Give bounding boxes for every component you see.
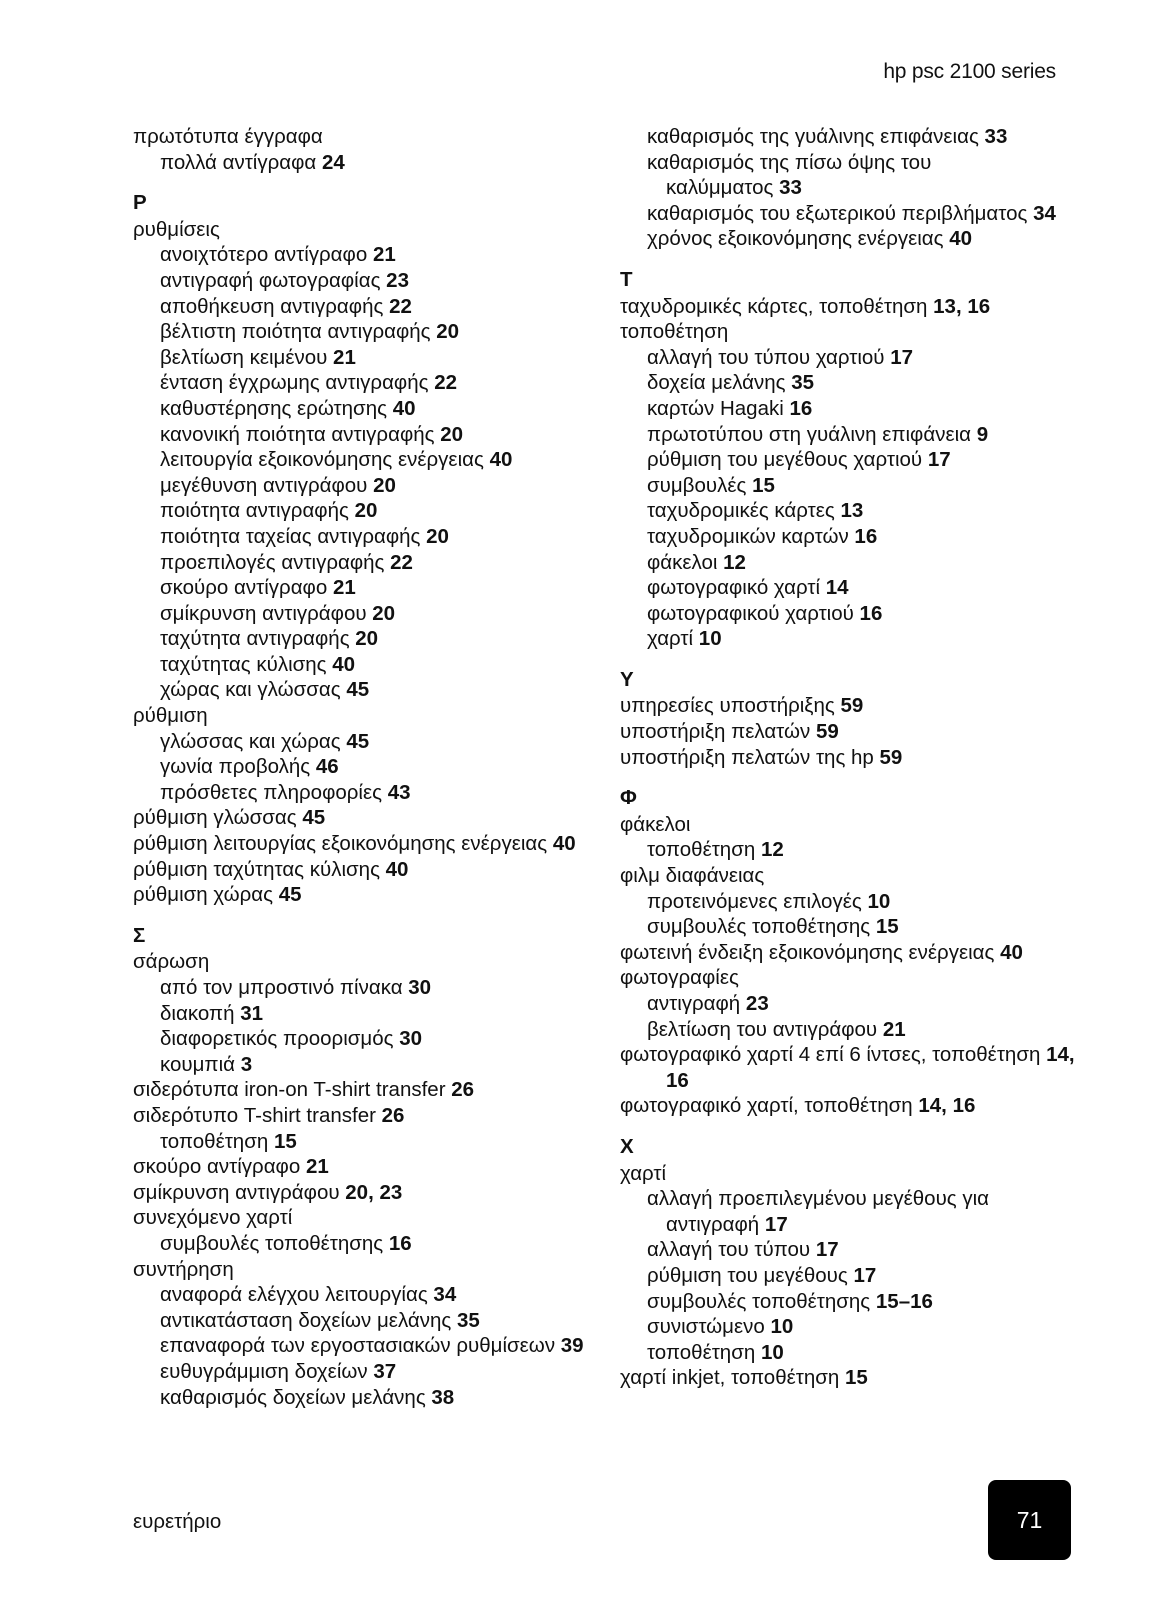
index-entry (133, 882, 603, 908)
index-entry (620, 1068, 1060, 1094)
index-entry-term: ανοιχτότερο αντίγραφο (160, 243, 368, 267)
index-entry-term: δοχεία μελάνης (647, 371, 786, 395)
index-entry-term: τοποθέτηση (160, 1129, 269, 1153)
index-entry (133, 831, 603, 857)
index-entry (133, 217, 603, 243)
index-entry (620, 524, 1060, 550)
index-entry (620, 1263, 1060, 1289)
index-entry (620, 889, 1060, 915)
index-entry (620, 914, 1060, 940)
index-entry-term: σιδερότυπο T-shirt transfer (133, 1103, 376, 1127)
index-entry-term: αντιγραφή (666, 1212, 760, 1236)
index-entry (133, 1282, 603, 1308)
index-entry-term: αναφορά ελέγχου λειτουργίας (160, 1283, 428, 1307)
index-entry-pages: 20 (355, 627, 379, 651)
index-entry (620, 991, 1060, 1017)
index-entry-pages: 20 (354, 499, 378, 523)
index-entry-pages: 20, 23 (345, 1180, 403, 1204)
index-entry-term: αλλαγή προεπιλεγμένου μεγέθους για (647, 1187, 990, 1211)
index-entry-term: ταχύτητα αντιγραφής (160, 627, 350, 651)
index-entry (133, 703, 603, 729)
index-entry (620, 1237, 1060, 1263)
index-entry-term: σμίκρυνση αντιγράφου (133, 1180, 340, 1204)
index-entry-term: χαρτί (620, 1161, 667, 1185)
index-entry (133, 473, 603, 499)
index-entry-pages: 21 (332, 576, 356, 600)
index-entry-pages: 34 (1033, 201, 1056, 225)
index-entry (620, 1314, 1060, 1340)
index-entry (620, 837, 1060, 863)
index-entry-pages: 16 (859, 601, 883, 625)
index-entry-pages: 15 (845, 1366, 868, 1390)
index-entry-term: συνιστώμενο (647, 1315, 765, 1339)
index-entry-term: υποστήριξη πελατών της hp (620, 745, 874, 769)
index-entry-term: αλλαγή του τύπου χαρτιού (647, 345, 885, 369)
index-entry-term: χώρας και γλώσσας (160, 678, 341, 702)
index-entry-term: πολλά αντίγραφα (160, 150, 317, 174)
index-entry-term: πρωτοτύπου στη γυάλινη επιφάνεια (647, 422, 971, 446)
index-entry-term: συμβουλές τοποθέτησης (160, 1231, 384, 1255)
index-entry-term: σμίκρυνση αντιγράφου (160, 601, 367, 625)
index-entry (133, 396, 603, 422)
index-entry-term: ρύθμιση χώρας (133, 883, 273, 907)
index-entry-term: συντήρηση (133, 1257, 234, 1281)
index-entry (133, 345, 603, 371)
index-entry (133, 1077, 603, 1103)
index-entry-pages: 46 (315, 755, 339, 779)
index-entry (620, 575, 1060, 601)
index-entry (620, 745, 1060, 771)
index-entry-pages: 9 (976, 422, 989, 446)
index-entry (620, 124, 1060, 150)
index-entry-term: καθαρισμός δοχείων μελάνης (160, 1385, 426, 1409)
index-entry (620, 447, 1060, 473)
index-entry (620, 473, 1060, 499)
index-entry-pages: 34 (433, 1283, 457, 1307)
index-entry (620, 422, 1060, 448)
running-header: hp psc 2100 series (883, 60, 1056, 83)
index-entry-term: καθαρισμός της γυάλινης επιφάνειας (647, 125, 979, 148)
index-entry-pages: 40 (552, 832, 576, 856)
index-entry (133, 124, 603, 150)
index-entry (133, 1180, 603, 1206)
index-entry-pages: 40 (489, 448, 513, 472)
index-entry-term: ταχυδρομικές κάρτες (647, 499, 835, 523)
index-entry-term: φωτογραφίες (620, 966, 739, 990)
index-entry-pages: 10 (760, 1340, 784, 1364)
index-entry-term: ταχυδρομικές κάρτες, τοποθέτηση (620, 294, 928, 318)
index-entry-term: υπηρεσίες υποστήριξης (620, 694, 835, 718)
index-entry-pages: 10 (770, 1315, 794, 1339)
index-entry-term: αλλαγή του τύπου (647, 1238, 811, 1262)
index-entry (133, 1103, 603, 1129)
index-entry (133, 601, 603, 627)
index-entry-term: φωτογραφικό χαρτί (647, 576, 821, 600)
index-entry-pages: 20 (373, 473, 396, 497)
index-entry-term: ποιότητα ταχείας αντιγραφής (160, 524, 421, 548)
index-entry-pages: 14 (825, 576, 849, 600)
index-entry (133, 268, 603, 294)
index-entry-pages: 33 (984, 125, 1008, 148)
index-entry (620, 1042, 1075, 1068)
index-entry (620, 693, 1060, 719)
index-entry-pages: 17 (853, 1263, 877, 1287)
index-entry-term: καθαρισμός του εξωτερικού περιβλήματος (647, 201, 1028, 225)
index-entry (133, 550, 603, 576)
page-number: 71 (1016, 1506, 1043, 1533)
index-entry (133, 1257, 603, 1283)
index-entry-term: αντικατάσταση δοχείων μελάνης (160, 1308, 452, 1332)
index-entry-term: γωνία προβολής (160, 755, 311, 779)
index-entry (133, 575, 603, 601)
index-entry-pages: 15 (752, 473, 775, 497)
index-entry (620, 294, 1060, 320)
index-entry-pages: 59 (840, 694, 864, 718)
index-entry (620, 498, 1060, 524)
index-entry (133, 1308, 603, 1334)
index-entry-pages: 17 (890, 345, 914, 369)
index-entry (620, 863, 1060, 889)
index-entry-term: διακοπή (160, 1001, 235, 1025)
index-entry-term: προεπιλογές αντιγραφής (160, 550, 385, 574)
index-entry (620, 370, 1060, 396)
index-entry (133, 1001, 603, 1027)
index-entry-term: φιλμ διαφάνειας (620, 864, 765, 888)
index-entry (620, 1289, 1060, 1315)
index-entry (620, 345, 1060, 371)
index-entry (133, 949, 603, 975)
index-entry (133, 294, 603, 320)
index-entry-pages: 31 (240, 1001, 263, 1025)
index-entry (133, 729, 603, 755)
index-entry-term: συμβουλές (647, 473, 747, 497)
index-entry-pages: 22 (389, 294, 412, 318)
index-entry (133, 1052, 603, 1078)
index-entry (620, 1212, 1060, 1238)
index-entry-pages: 14, (1046, 1043, 1075, 1067)
index-entry-term: συμβουλές τοποθέτησης (647, 1289, 871, 1313)
index-entry-term: χρόνος εξοικονόμησης ενέργειας (647, 227, 944, 251)
index-entry-pages: 30 (408, 976, 432, 999)
index-entry-term: κανονική ποιότητα αντιγραφής (160, 422, 435, 446)
index-entry-term: τοποθέτηση (647, 838, 756, 862)
index-entry (133, 498, 603, 524)
index-entry-term: αντιγραφή (647, 992, 741, 1015)
index-entry-pages: 15–16 (875, 1289, 933, 1313)
index-entry (133, 805, 603, 831)
index-entry-term: φωτογραφικό χαρτί 4 επί 6 ίντσες, τοποθέτηση (620, 1043, 1041, 1067)
index-entry-pages: 22 (434, 371, 458, 395)
index-entry-pages: 40 (385, 857, 409, 881)
index-entry (620, 601, 1060, 627)
index-entry-pages: 40 (332, 652, 356, 676)
index-entry-term: τοποθέτηση (647, 1340, 756, 1364)
index-entry (620, 1340, 1060, 1366)
index-entry (620, 1093, 1060, 1119)
index-entry-pages: 45 (302, 806, 326, 830)
index-entry (620, 201, 1060, 227)
index-entry-term: φάκελοι (620, 812, 691, 836)
index-entry-pages: 22 (390, 550, 413, 574)
index-entry-term: σκούρο αντίγραφο (133, 1155, 301, 1179)
index-entry-term: φωτεινή ένδειξη εξοικονόμησης ενέργειας (620, 940, 995, 964)
index-entry (133, 242, 603, 268)
index-entry (133, 1231, 603, 1257)
index-entry-pages: 45 (278, 883, 302, 907)
index-entry-term: φάκελοι (647, 550, 718, 574)
index-entry-term: ρύθμιση του μεγέθους (647, 1263, 848, 1287)
index-entry-pages: 16 (666, 1068, 689, 1092)
index-entry-pages: 43 (387, 780, 411, 804)
index-entry-term: μεγέθυνση αντιγράφου (160, 473, 368, 497)
index-column-right (620, 124, 1075, 1391)
index-entry (620, 1365, 1060, 1391)
index-entry-pages: 16 (854, 524, 878, 548)
index-entry (620, 226, 1060, 252)
index-entry-pages: 21 (372, 243, 396, 267)
index-entry-term: ταχύτητας κύλισης (160, 652, 327, 676)
index-entry-pages: 20 (436, 320, 460, 344)
index-entry-pages: 26 (381, 1103, 405, 1127)
index-entry-term: καθυστέρησης ερώτησης (160, 396, 387, 420)
index-entry-pages: 17 (815, 1238, 839, 1262)
index-entry (133, 319, 603, 345)
index-entry-term: καλύμματος (666, 176, 774, 200)
index-entry-pages: 39 (560, 1334, 584, 1358)
index-entry-pages: 40 (949, 227, 973, 251)
index-entry-term: λειτουργία εξοικονόμησης ενέργειας (160, 448, 484, 472)
index-entry-pages: 10 (698, 627, 722, 651)
index-entry-pages: 21 (305, 1155, 329, 1179)
index-entry-term: γλώσσας και χώρας (160, 729, 341, 753)
index-entry (620, 626, 1060, 652)
index-entry-pages: 37 (373, 1359, 397, 1383)
index-entry-term: ρύθμιση ταχύτητας κύλισης (133, 857, 380, 881)
index-entry-term: φωτογραφικό χαρτί, τοποθέτηση (620, 1094, 913, 1118)
index-letter-heading: Χ (620, 1134, 634, 1158)
index-entry-pages: 12 (723, 550, 746, 574)
index-entry-pages: 35 (791, 371, 815, 395)
index-entry-pages: 17 (927, 448, 951, 472)
index-entry-term: ρύθμιση λειτουργίας εξοικονόμησης ενέργειας (133, 832, 548, 856)
page-number-box (988, 1480, 1071, 1560)
index-entry (133, 422, 603, 448)
index-entry-pages: 35 (456, 1308, 480, 1332)
index-entry (620, 1161, 1060, 1187)
index-entry-pages: 24 (321, 150, 345, 174)
index-entry-pages: 16 (789, 396, 813, 420)
index-entry (133, 150, 603, 176)
index-entry (620, 150, 1060, 176)
index-entry-term: προτεινόμενες επιλογές (647, 889, 862, 913)
index-entry (133, 1154, 603, 1180)
index-entry-term: πρόσθετες πληροφορίες (160, 780, 382, 804)
index-entry-term: χαρτί inkjet, τοποθέτηση (620, 1366, 840, 1390)
index-entry-pages: 40 (392, 396, 416, 420)
index-entry-term: αποθήκευση αντιγραφής (160, 294, 384, 318)
index-entry (620, 319, 1060, 345)
index-entry (620, 965, 1060, 991)
index-entry-term: συνεχόμενο χαρτί (133, 1206, 293, 1230)
index-entry-pages: 26 (451, 1078, 475, 1102)
footer-section-title: ευρετήριο (133, 1510, 222, 1533)
index-entry (620, 1186, 1060, 1212)
index-entry-pages: 13 (840, 499, 864, 523)
index-entry-term: επαναφορά των εργοστασιακών ρυθμίσεων (160, 1334, 556, 1358)
index-entry (620, 396, 1060, 422)
index-entry-pages: 40 (1000, 940, 1023, 964)
index-entry-pages: 30 (399, 1027, 423, 1051)
index-entry-term: συμβουλές τοποθέτησης (647, 915, 871, 939)
index-entry (620, 812, 1060, 838)
index-entry-term: καρτών Hagaki (647, 396, 784, 420)
index-entry-pages: 17 (764, 1212, 788, 1236)
index-entry-pages: 20 (440, 422, 464, 446)
index-entry-pages: 59 (879, 745, 903, 769)
index-entry-term: ευθυγράμμιση δοχείων (160, 1359, 368, 1383)
index-entry-term: αντιγραφή φωτογραφίας (160, 268, 381, 292)
index-entry-term: βέλτιστη ποιότητα αντιγραφής (160, 320, 431, 344)
index-entry-pages: 23 (745, 992, 769, 1015)
index-entry-term: ταχυδρομικών καρτών (647, 524, 849, 548)
index-entry-term: διαφορετικός προορισμός (160, 1027, 394, 1051)
index-entry-term: από τον μπροστινό πίνακα (160, 976, 403, 999)
index-entry-pages: 20 (372, 601, 396, 625)
index-entry (133, 652, 603, 678)
index-column-left (133, 124, 603, 1410)
index-entry-pages: 3 (240, 1052, 253, 1076)
index-entry-pages: 14, 16 (918, 1094, 976, 1118)
index-entry (133, 975, 603, 1001)
index-entry-term: ρύθμιση γλώσσας (133, 806, 297, 830)
index-entry (133, 780, 603, 806)
index-letter-heading: Υ (620, 667, 634, 691)
index-entry-term: υποστήριξη πελατών (620, 720, 811, 744)
index-entry-pages: 45 (346, 678, 370, 702)
index-entry-term: σάρωση (133, 950, 210, 974)
index-entry-term: βελτίωση κειμένου (160, 345, 328, 369)
index-entry (133, 1026, 603, 1052)
index-entry-pages: 20 (426, 524, 449, 548)
index-entry (133, 370, 603, 396)
index-entry-pages: 12 (760, 838, 784, 862)
index-entry-term: καθαρισμός της πίσω όψης του (647, 150, 932, 174)
index-entry-pages: 59 (815, 720, 839, 744)
index-entry-pages: 38 (431, 1385, 455, 1409)
index-entry-term: βελτίωση του αντιγράφου (647, 1017, 878, 1041)
index-entry (133, 1129, 603, 1155)
index-entry-term: ρυθμίσεις (133, 217, 220, 241)
index-entry (620, 550, 1060, 576)
index-entry-pages: 13, 16 (933, 294, 991, 318)
index-entry (620, 719, 1060, 745)
index-entry-pages: 15 (875, 915, 899, 939)
index-entry-term: ρύθμιση (133, 704, 208, 728)
index-entry (133, 1333, 603, 1359)
index-entry (133, 754, 603, 780)
index-entry-pages: 15 (273, 1129, 297, 1153)
index-entry-term: χαρτί (647, 627, 694, 651)
index-entry-pages: 23 (386, 268, 409, 292)
index-entry-term: τοποθέτηση (620, 320, 729, 344)
index-entry-term: σκούρο αντίγραφο (160, 576, 328, 600)
index-entry-term: πρωτότυπα έγγραφα (133, 125, 323, 148)
index-entry (133, 524, 603, 550)
index-entry (620, 940, 1060, 966)
index-entry (133, 1359, 603, 1385)
index-entry-pages: 45 (346, 729, 370, 753)
index-entry-term: σιδερότυπα iron-on T-shirt transfer (133, 1078, 446, 1102)
index-entry-pages: 21 (333, 345, 356, 369)
index-entry (133, 1205, 603, 1231)
index-entry (133, 857, 603, 883)
index-entry (133, 677, 603, 703)
index-entry (133, 1385, 603, 1411)
index-letter-heading: Σ (133, 923, 146, 947)
index-entry-pages: 33 (779, 176, 802, 200)
index-entry-term: ένταση έγχρωμης αντιγραφής (160, 371, 429, 395)
index-entry (620, 1017, 1060, 1043)
index-entry-term: ρύθμιση του μεγέθους χαρτιού (647, 448, 923, 472)
index-entry (133, 447, 603, 473)
index-entry-pages: 16 (388, 1231, 412, 1255)
index-letter-heading: Τ (620, 267, 633, 291)
index-entry-term: φωτογραφικού χαρτιού (647, 601, 854, 625)
index-entry-pages: 10 (867, 889, 891, 913)
index-entry-term: ποιότητα αντιγραφής (160, 499, 349, 523)
index-entry-pages: 21 (882, 1017, 906, 1041)
index-letter-heading: Φ (620, 786, 637, 810)
index-entry-term: κουμπιά (160, 1052, 235, 1076)
index-entry (133, 626, 603, 652)
index-entry (620, 175, 1060, 201)
index-letter-heading: Ρ (133, 191, 147, 215)
